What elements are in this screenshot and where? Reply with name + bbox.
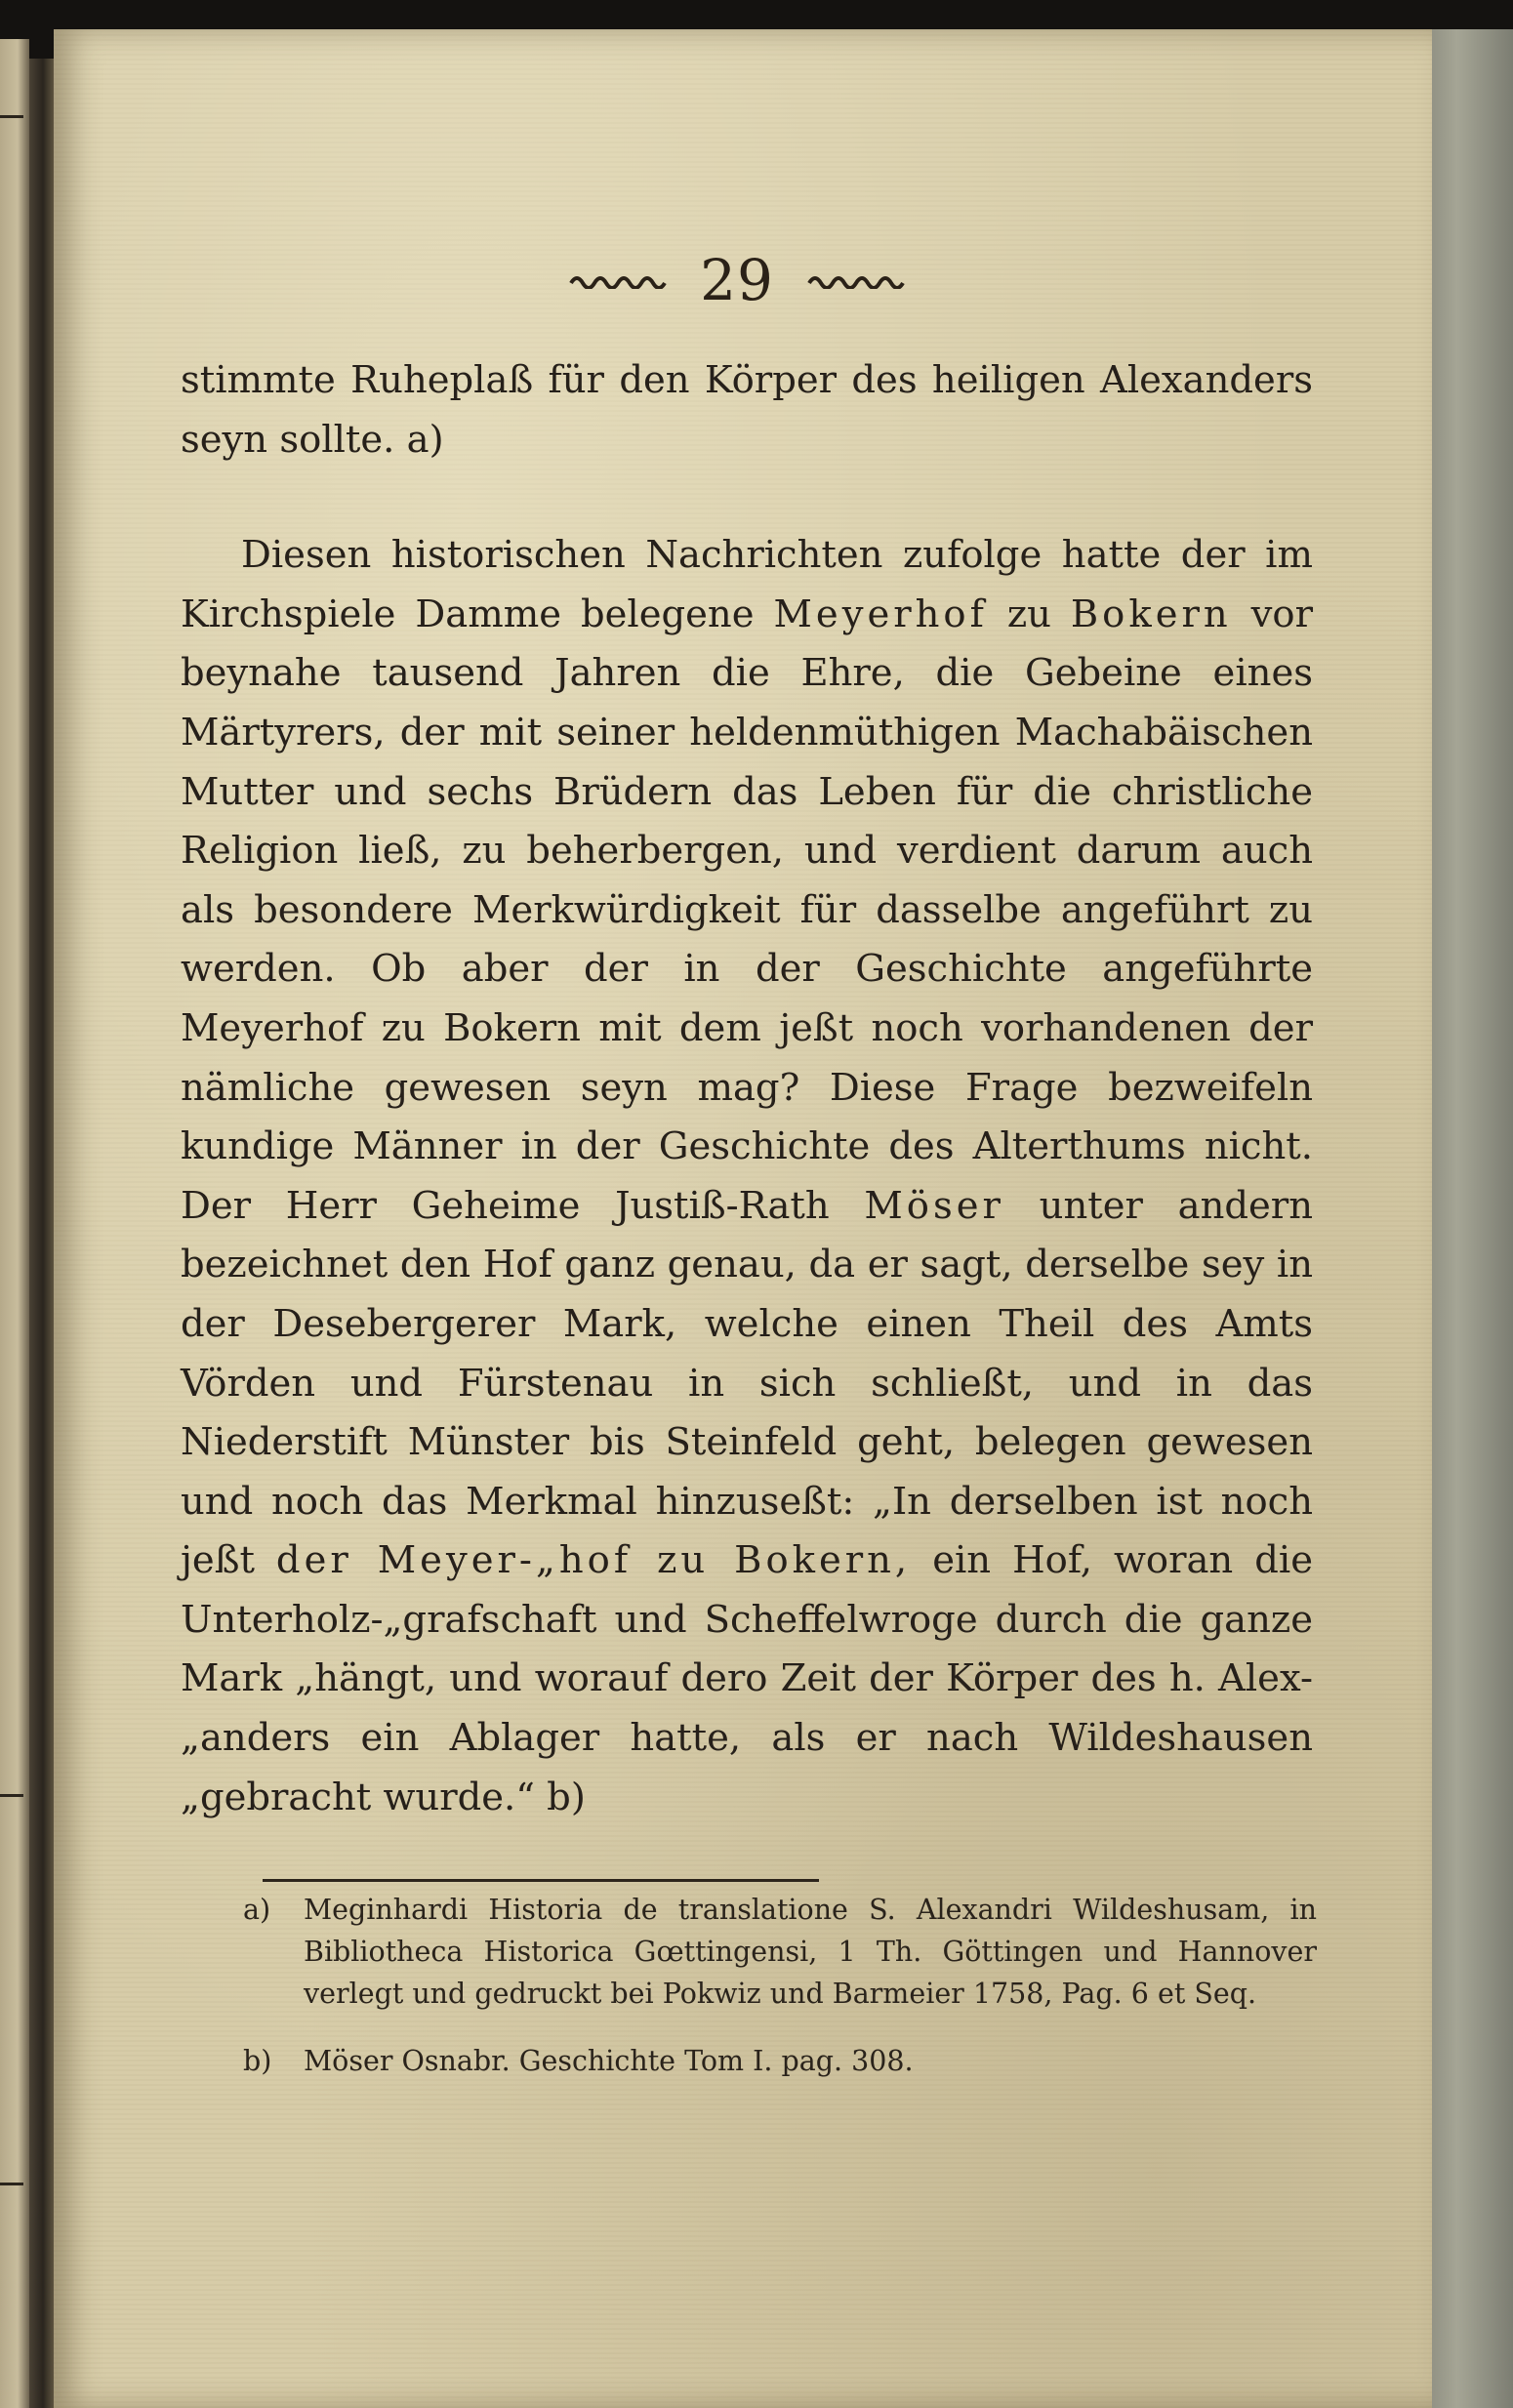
paragraph: stimmte Ruheplaß für den Körper des heiligen Alexanders seyn sollte. a) [181, 358, 1313, 462]
footnote [243, 1889, 1317, 2015]
footnote-label: a) [243, 1894, 271, 1926]
binding-mark [0, 115, 23, 118]
text-run: zu [1006, 592, 1051, 636]
wavy-ornament-right-icon [807, 271, 905, 289]
footnote-label: b) [243, 2045, 272, 2077]
body-text [181, 351, 1313, 1827]
text-run: unter andern bezeichnet den Hof ganz genau, da er sagt, derselbe sey in der Desebergerer Mark, welche einen Theil des Amts Vörden und Fürstenau in sich schließt, und in das Niederstift Münster bis Steinfeld geht, belegen gewesen und noch das Merkmal hinzuseßt: „In derselben ist noch jeßt [181, 1183, 1313, 1583]
spaced-name: Bokern [1070, 592, 1232, 636]
footnote-text: Meginhardi Historia de translatione S. Alexandri Wildeshusam, in Bibliotheca Historica Gœttingensi, 1 Th. Göttingen und Hannover verlegt und gedruckt bei Pokwiz und Barmeier 1758, Pag. 6 et Seq. [304, 1894, 1317, 2010]
wavy-ornament-left-icon [569, 271, 667, 289]
text-run: vor beynahe tausend Jahren die Ehre, die Gebeine eines Märtyrers, der mit seiner heldenmüthigen Machabäischen Mutter und sechs Brüdern das Leben für die christliche Religion ließ, zu beherbergen, und verdient darum auch als besondere Merkwürdigkeit für dasselbe angeführt zu werden. Ob aber der in der Geschichte angeführte Meyerhof zu Bokern mit dem jeßt noch vorhandenen der nämliche gewesen seyn mag? Diese Frage bezweifeln kundige Männer in der Geschichte des Alterthums nicht. Der Herr Geheime Justiß-Rath [181, 592, 1313, 1228]
facing-page-edge [0, 39, 29, 2408]
binding-mark [0, 1794, 23, 1797]
footnotes [243, 1889, 1317, 2082]
binding-mark [0, 2183, 23, 2185]
page-number: 29 [700, 247, 774, 313]
footnote-text: Möser Osnabr. Geschichte Tom I. pag. 308. [304, 2045, 914, 2077]
text-run: ein Hof, woran die Unterholz-„grafschaft und Scheffelwroge durch die ganze Mark „hängt, und worauf dero Zeit der Körper des h. Alex-„anders ein Ablager hatte, als er nach Wildeshausen „gebracht wurde.“ b) [181, 1538, 1313, 1819]
spaced-name: der Meyer-„hof zu Bokern, [275, 1538, 912, 1583]
page-header [483, 236, 991, 324]
text-run: Diesen historischen Nachrichten zufolge hatte der im Kirchspiele Damme belegene [181, 533, 1313, 636]
book-gutter [29, 59, 57, 2408]
page-edge-strip [1420, 29, 1513, 2408]
paragraph [181, 526, 1313, 1827]
spaced-name: Meyerhof [773, 592, 988, 636]
footnote-rule [263, 1879, 819, 1882]
spaced-name: Möser [864, 1183, 1004, 1228]
page-sheet [54, 29, 1432, 2408]
footnote [243, 2040, 1317, 2082]
